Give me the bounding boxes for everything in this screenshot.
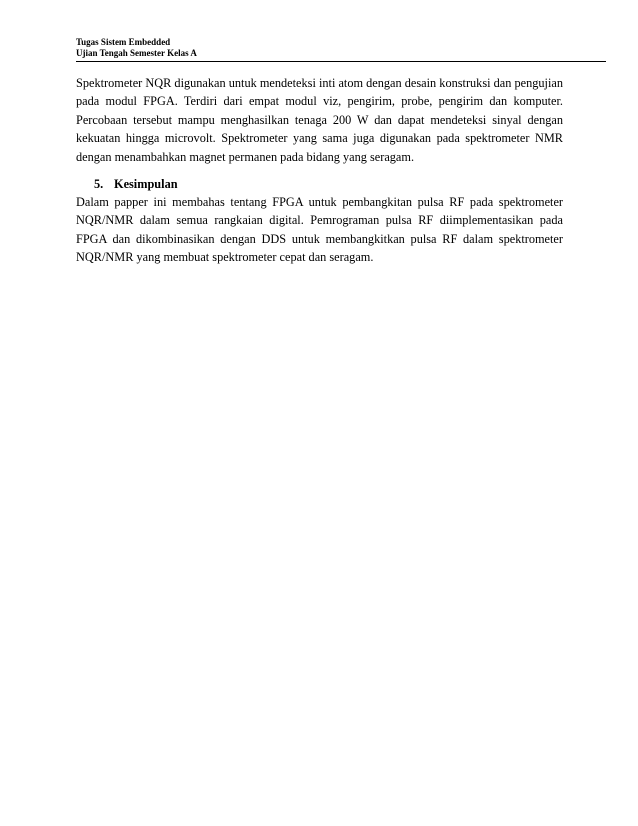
paragraph-kesimpulan [76,193,563,267]
paragraph-line: pada modul FPGA. Terdiri dari empat modul viz, pengirim, probe, pengirim dan komputer. [76,94,563,109]
paragraph-line: NQR/NMR dalam semua rangkaian digital. Pemrograman pulsa RF diimplementasikan pada [76,213,563,228]
section-title: Kesimpulan [114,177,178,192]
paragraph-line: NQR/NMR yang membuat spektrometer cepat dan seragam. [76,250,374,265]
paragraph-line: Dalam papper ini membahas tentang FPGA untuk pembangkitan pulsa RF pada spektrometer [76,195,563,210]
paragraph-line: Percobaan tersebut mampu menghasilkan tenaga 200 W dan dapat mendeteksi sinyal dengan [76,112,563,127]
paragraph-line: kekuatan hingga microvolt. Spektrometer yang sama juga digunakan pada spektrometer NMR [76,131,563,146]
header-course-title: Tugas Sistem Embedded [76,37,171,47]
section-number: 5. [94,177,104,192]
paragraph-line: dengan menambahkan magnet permanen pada bidang yang seragam. [76,149,415,164]
paragraph-line: Spektrometer NQR digunakan untuk mendeteksi inti atom dengan desain konstruksi dan pengujian [76,76,563,90]
paragraph-spektrometer [76,74,563,166]
header-exam-title: Ujian Tengah Semester Kelas A [76,48,197,58]
document-body [76,74,563,267]
page-header [76,37,606,62]
paragraph-line: FPGA dan dikombinasikan dengan DDS untuk membangkitkan pulsa RF dalam spektrometer [76,231,563,246]
section-heading-kesimpulan [76,175,563,193]
